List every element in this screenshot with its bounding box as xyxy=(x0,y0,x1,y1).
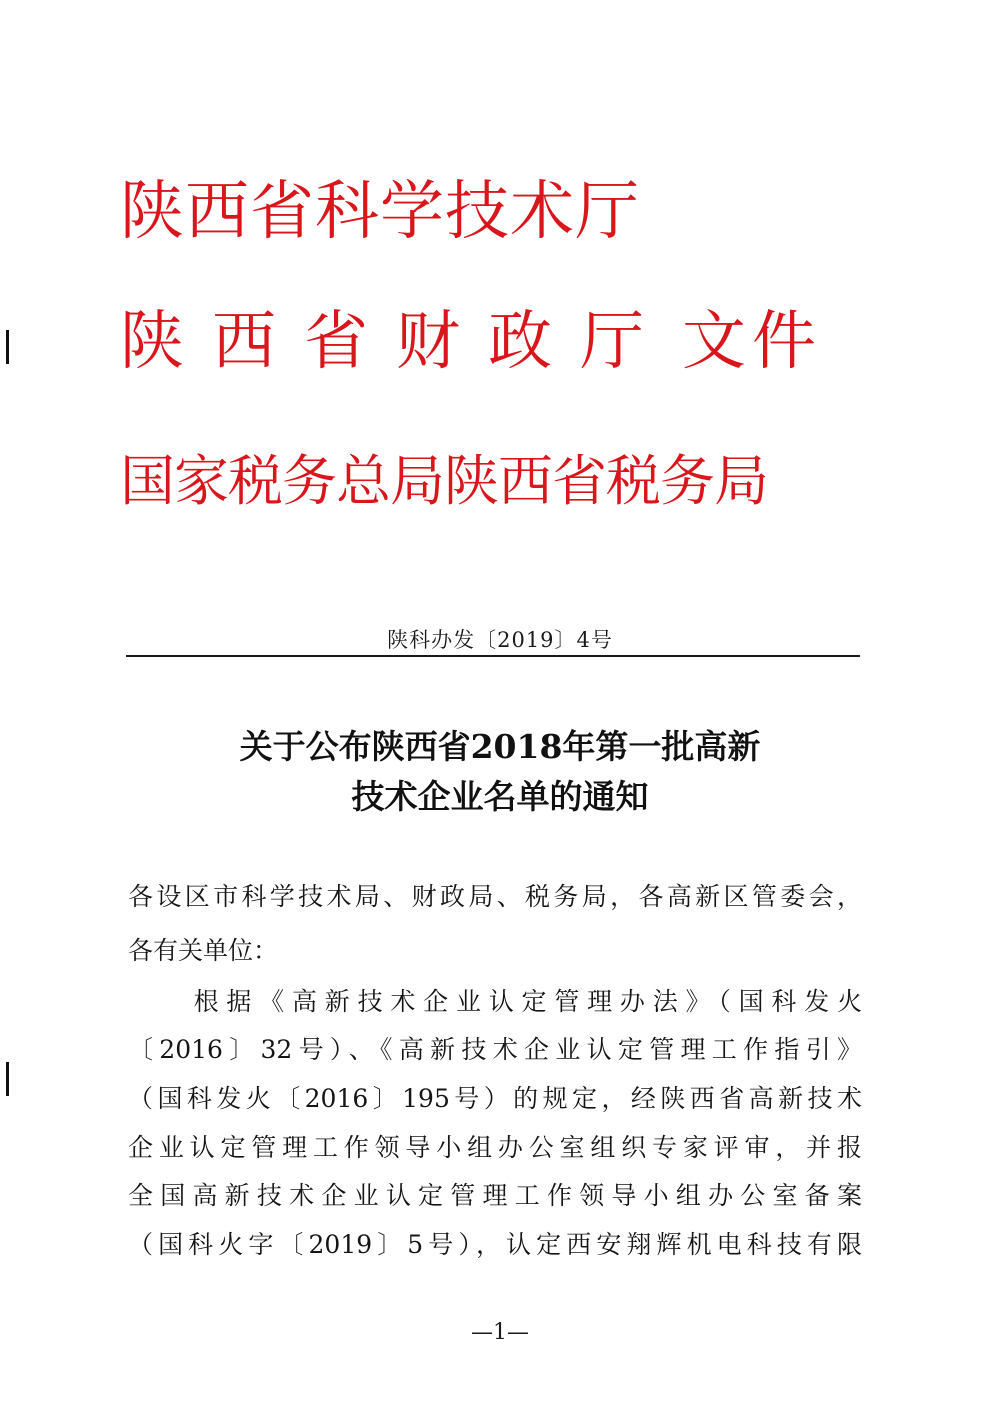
body-line: （国科火字〔2019〕5号），认定西安翔辉机电科技有限 xyxy=(128,1230,862,1259)
body-line: 全国高新技术企业认定管理工作领导小组办公室备案 xyxy=(128,1181,862,1210)
issuer-line-1: 陕西省科学技术厅 xyxy=(120,175,640,249)
header-divider xyxy=(126,655,860,657)
document-label: 文件 xyxy=(682,305,822,379)
body-line: 各设区市科学技术局、财政局、税务局，各高新区管委会， xyxy=(128,882,862,911)
issuer-line-2-name: 陕西省财政厅 xyxy=(120,305,672,379)
document-title xyxy=(0,722,1000,822)
body-line: 根据《高新技术企业认定管理办法》（国科发火 xyxy=(128,987,862,1016)
body-line: 〔2016〕32号）、《高新技术企业认定管理工作指引》 xyxy=(128,1035,862,1064)
binding-mark xyxy=(6,1062,9,1096)
binding-mark xyxy=(6,330,9,364)
body-line: 企业认定管理工作领导小组办公室组织专家评审，并报 xyxy=(128,1133,862,1162)
issuer-line-2 xyxy=(120,305,822,379)
body-line: （国科发火〔2016〕195号）的规定，经陕西省高新技术 xyxy=(128,1084,862,1113)
page-number: —1— xyxy=(471,1320,529,1345)
body-line: 各有关单位： xyxy=(128,936,279,965)
title-line-1: 关于公布陕西省2018年第一批高新 xyxy=(239,727,761,766)
document-number: 陕科办发〔2019〕4号 xyxy=(387,628,613,652)
title-line-2: 技术企业名单的通知 xyxy=(351,777,649,816)
issuer-line-3: 国家税务总局陕西省税务局 xyxy=(120,449,769,513)
